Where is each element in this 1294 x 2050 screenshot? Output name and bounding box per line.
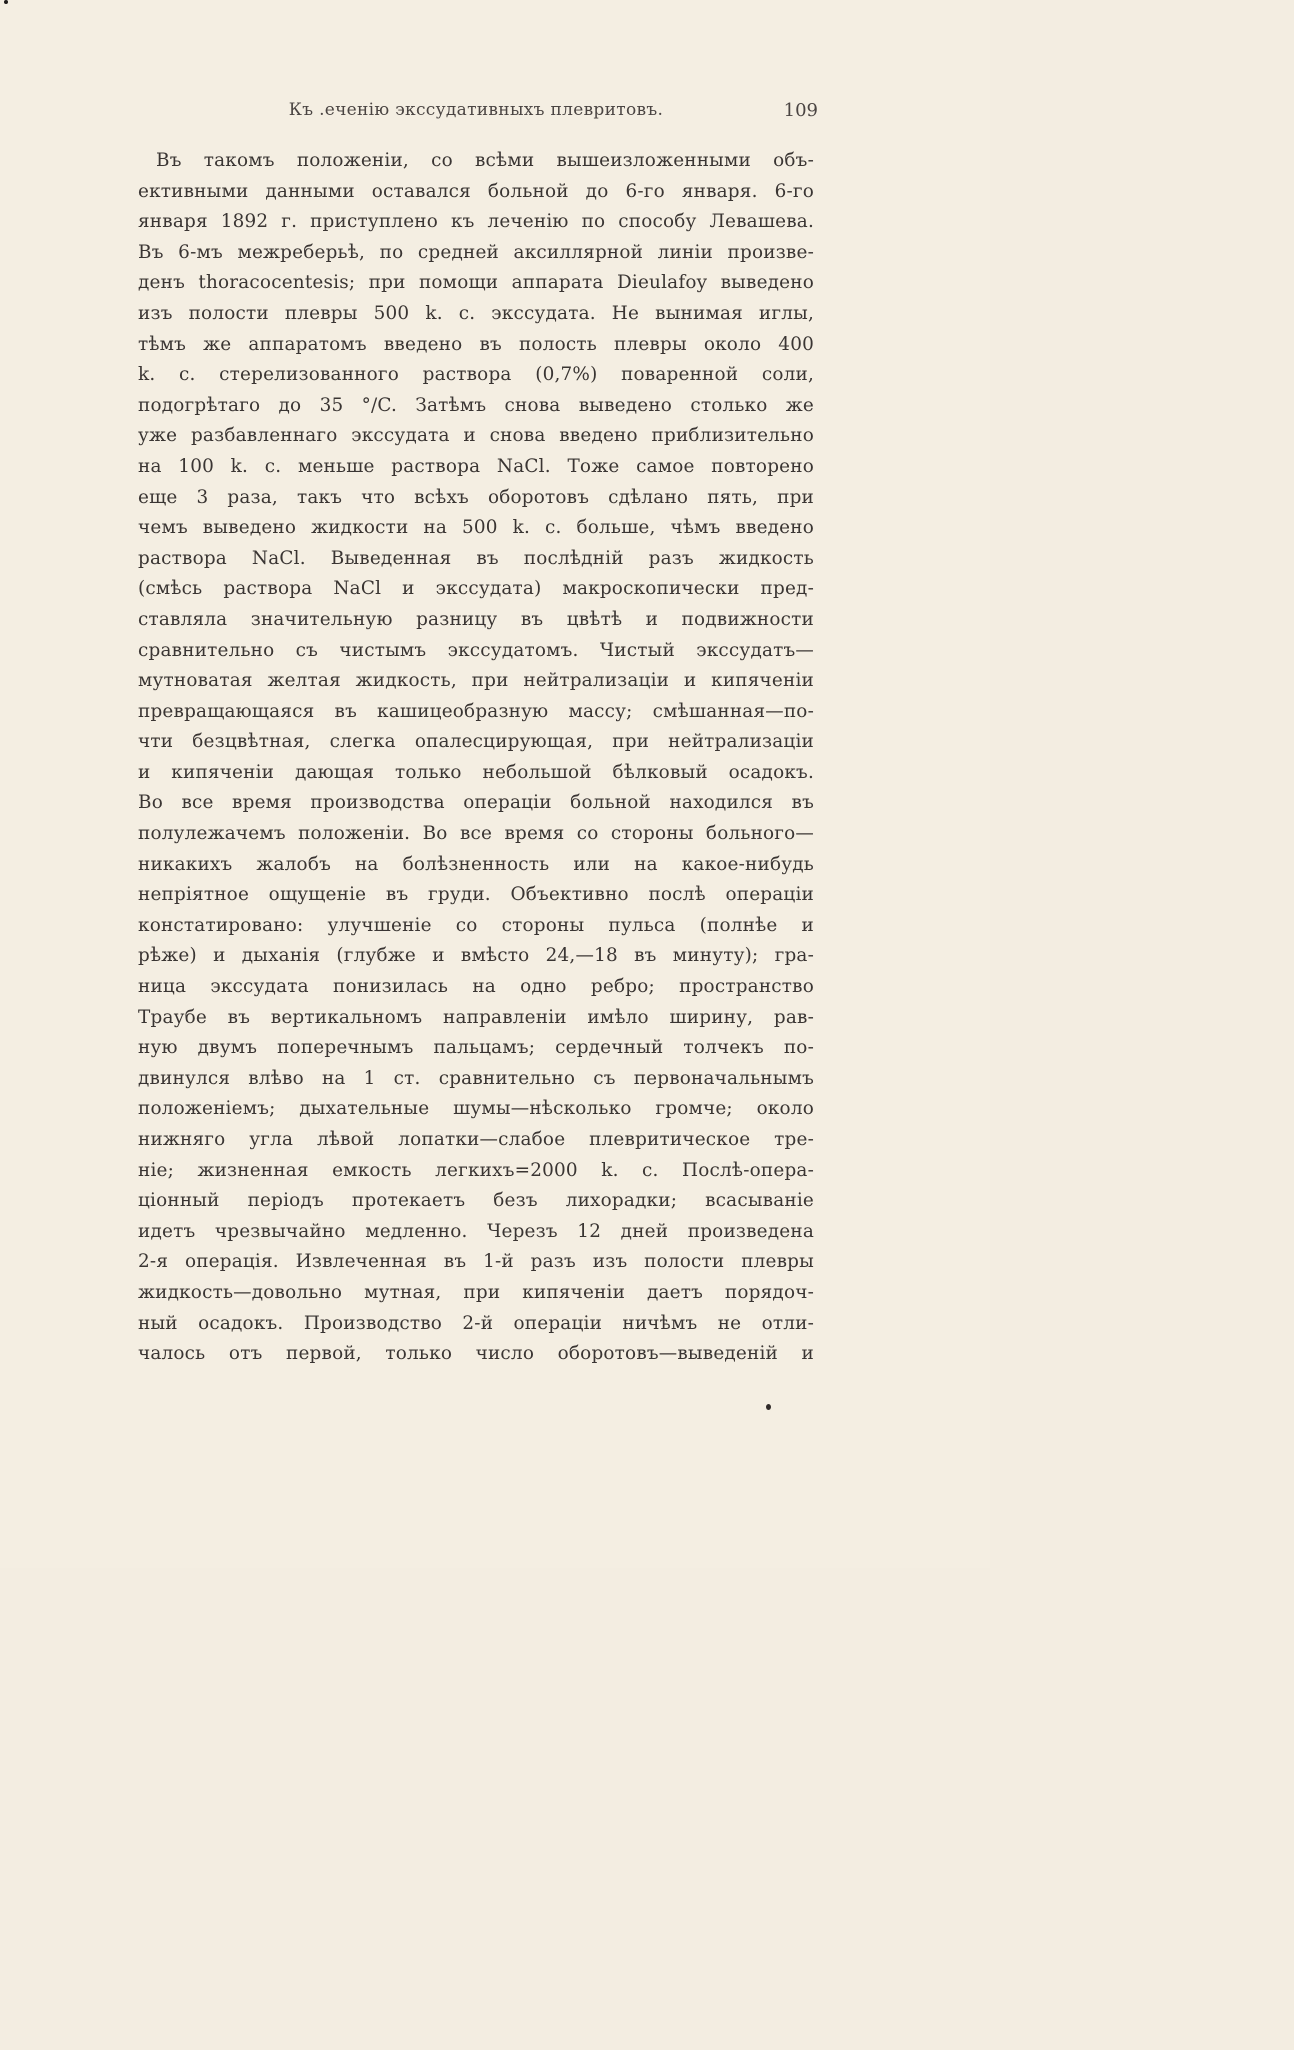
text-line: ница экссудата понизилась на одно ребро; пространство	[138, 976, 814, 998]
text-line: ціонный періодъ протекаетъ безъ лихорадки; всасываніе	[138, 1190, 814, 1212]
text-line: полулежачемъ положеніи. Во все время со стороны больного—	[138, 823, 814, 845]
text-line: чалось отъ первой, только число оборотовъ—выведеній и	[138, 1343, 814, 1365]
text-line: ный осадокъ. Производство 2-й операціи ничѣмъ не отли-	[138, 1312, 814, 1334]
text-line: подогрѣтаго до 35 °/C. Затѣмъ снова выведено столько же	[138, 394, 814, 416]
text-line: на 100 k. c. меньше раствора NaCl. Тоже самое повторено	[138, 455, 814, 477]
text-line: никакихъ жалобъ на болѣзненность или на какое-нибудь	[138, 853, 814, 875]
text-line: тѣмъ же аппаратомъ введено въ полость плевры около 400	[138, 333, 814, 355]
text-line: чемъ выведено жидкости на 500 k. c. больше, чѣмъ введено	[138, 517, 814, 539]
ink-mark	[766, 1404, 771, 1410]
text-line: жидкость—довольно мутная, при кипяченіи даетъ порядоч-	[138, 1281, 814, 1303]
text-line: ставляла значительную разницу въ цвѣтѣ и подвижности	[138, 608, 814, 630]
text-line: еще 3 раза, такъ что всѣхъ оборотовъ сдѣлано пять, при	[138, 486, 814, 508]
text-line: уже разбавленнаго экссудата и снова введено приблизительно	[138, 425, 814, 447]
text-line: k. c. стерелизованного раствора (0,7%) поваренной соли,	[138, 364, 814, 386]
text-line: Въ 6-мъ межреберьѣ, по средней аксиллярной линіи произве-	[138, 241, 814, 263]
text-line: 2-я операція. Извлеченная въ 1-й разъ изъ полости плевры	[138, 1251, 814, 1273]
scan-speck	[4, 0, 8, 4]
text-line: констатировано: улучшеніе со стороны пульса (полнѣе и	[138, 914, 814, 936]
text-line: Въ такомъ положеніи, со всѣми вышеизложенными объ-	[156, 150, 814, 171]
text-line: Траубе въ вертикальномъ направленіи имѣло ширину, рав-	[138, 1006, 814, 1028]
text-line: сравнительно съ чистымъ экссудатомъ. Чистый экссудатъ—	[138, 639, 814, 661]
text-line: нижняго угла лѣвой лопатки—слабое плевритическое тре-	[138, 1129, 814, 1150]
text-line: рѣже) и дыханія (глубже и вмѣсто 24,—18 въ минуту); гра-	[138, 945, 814, 967]
text-line: идетъ чрезвычайно медленно. Черезъ 12 дней произведена	[138, 1220, 814, 1242]
text-line: положеніемъ; дыхательные шумы—нѣсколько громче; около	[138, 1098, 814, 1120]
text-line: раствора NaCl. Выведенная въ послѣдній разъ жидкость	[138, 547, 814, 569]
text-line: превращающаяся въ кашицеобразную массу; смѣшанная—по-	[138, 700, 814, 722]
running-title: Къ .еченію экссудативныхъ плевритовъ.	[288, 100, 664, 120]
running-header	[138, 96, 818, 126]
text-line: двинулся влѣво на 1 ст. сравнительно съ первоначальнымъ	[138, 1067, 814, 1089]
text-line: изъ полости плевры 500 k. c. экссудата. Не вынимая иглы,	[138, 302, 814, 324]
text-line: непріятное ощущеніе въ груди. Объективно послѣ операціи	[138, 884, 814, 906]
body-text	[138, 146, 814, 1370]
text-line: чти безцвѣтная, слегка опалесцирующая, при нейтрализаціи	[138, 731, 814, 753]
text-line: Во все время производства операціи больной находился въ	[138, 792, 814, 814]
text-line: мутноватая желтая жидкость, при нейтрализаціи и кипяченіи	[138, 670, 814, 692]
text-line: ную двумъ поперечнымъ пальцамъ; сердечный толчекъ по-	[138, 1037, 814, 1059]
page-number: 109	[783, 100, 818, 121]
text-line: и кипяченіи дающая только небольшой бѣлковый осадокъ.	[138, 761, 814, 783]
text-line: (смѣсь раствора NaCl и экссудата) макроскопически пред-	[138, 578, 814, 600]
text-line: ніе; жизненная емкость легкихъ=2000 k. c. Послѣ-опера-	[138, 1159, 814, 1181]
text-line: ективными данными оставался больной до 6-го января. 6-го	[138, 180, 814, 202]
text-line: января 1892 г. приступлено къ леченію по способу Левашева.	[138, 211, 814, 233]
text-line: денъ thoracocentesis; при помощи аппарата Dieulafoy выведено	[138, 272, 814, 294]
